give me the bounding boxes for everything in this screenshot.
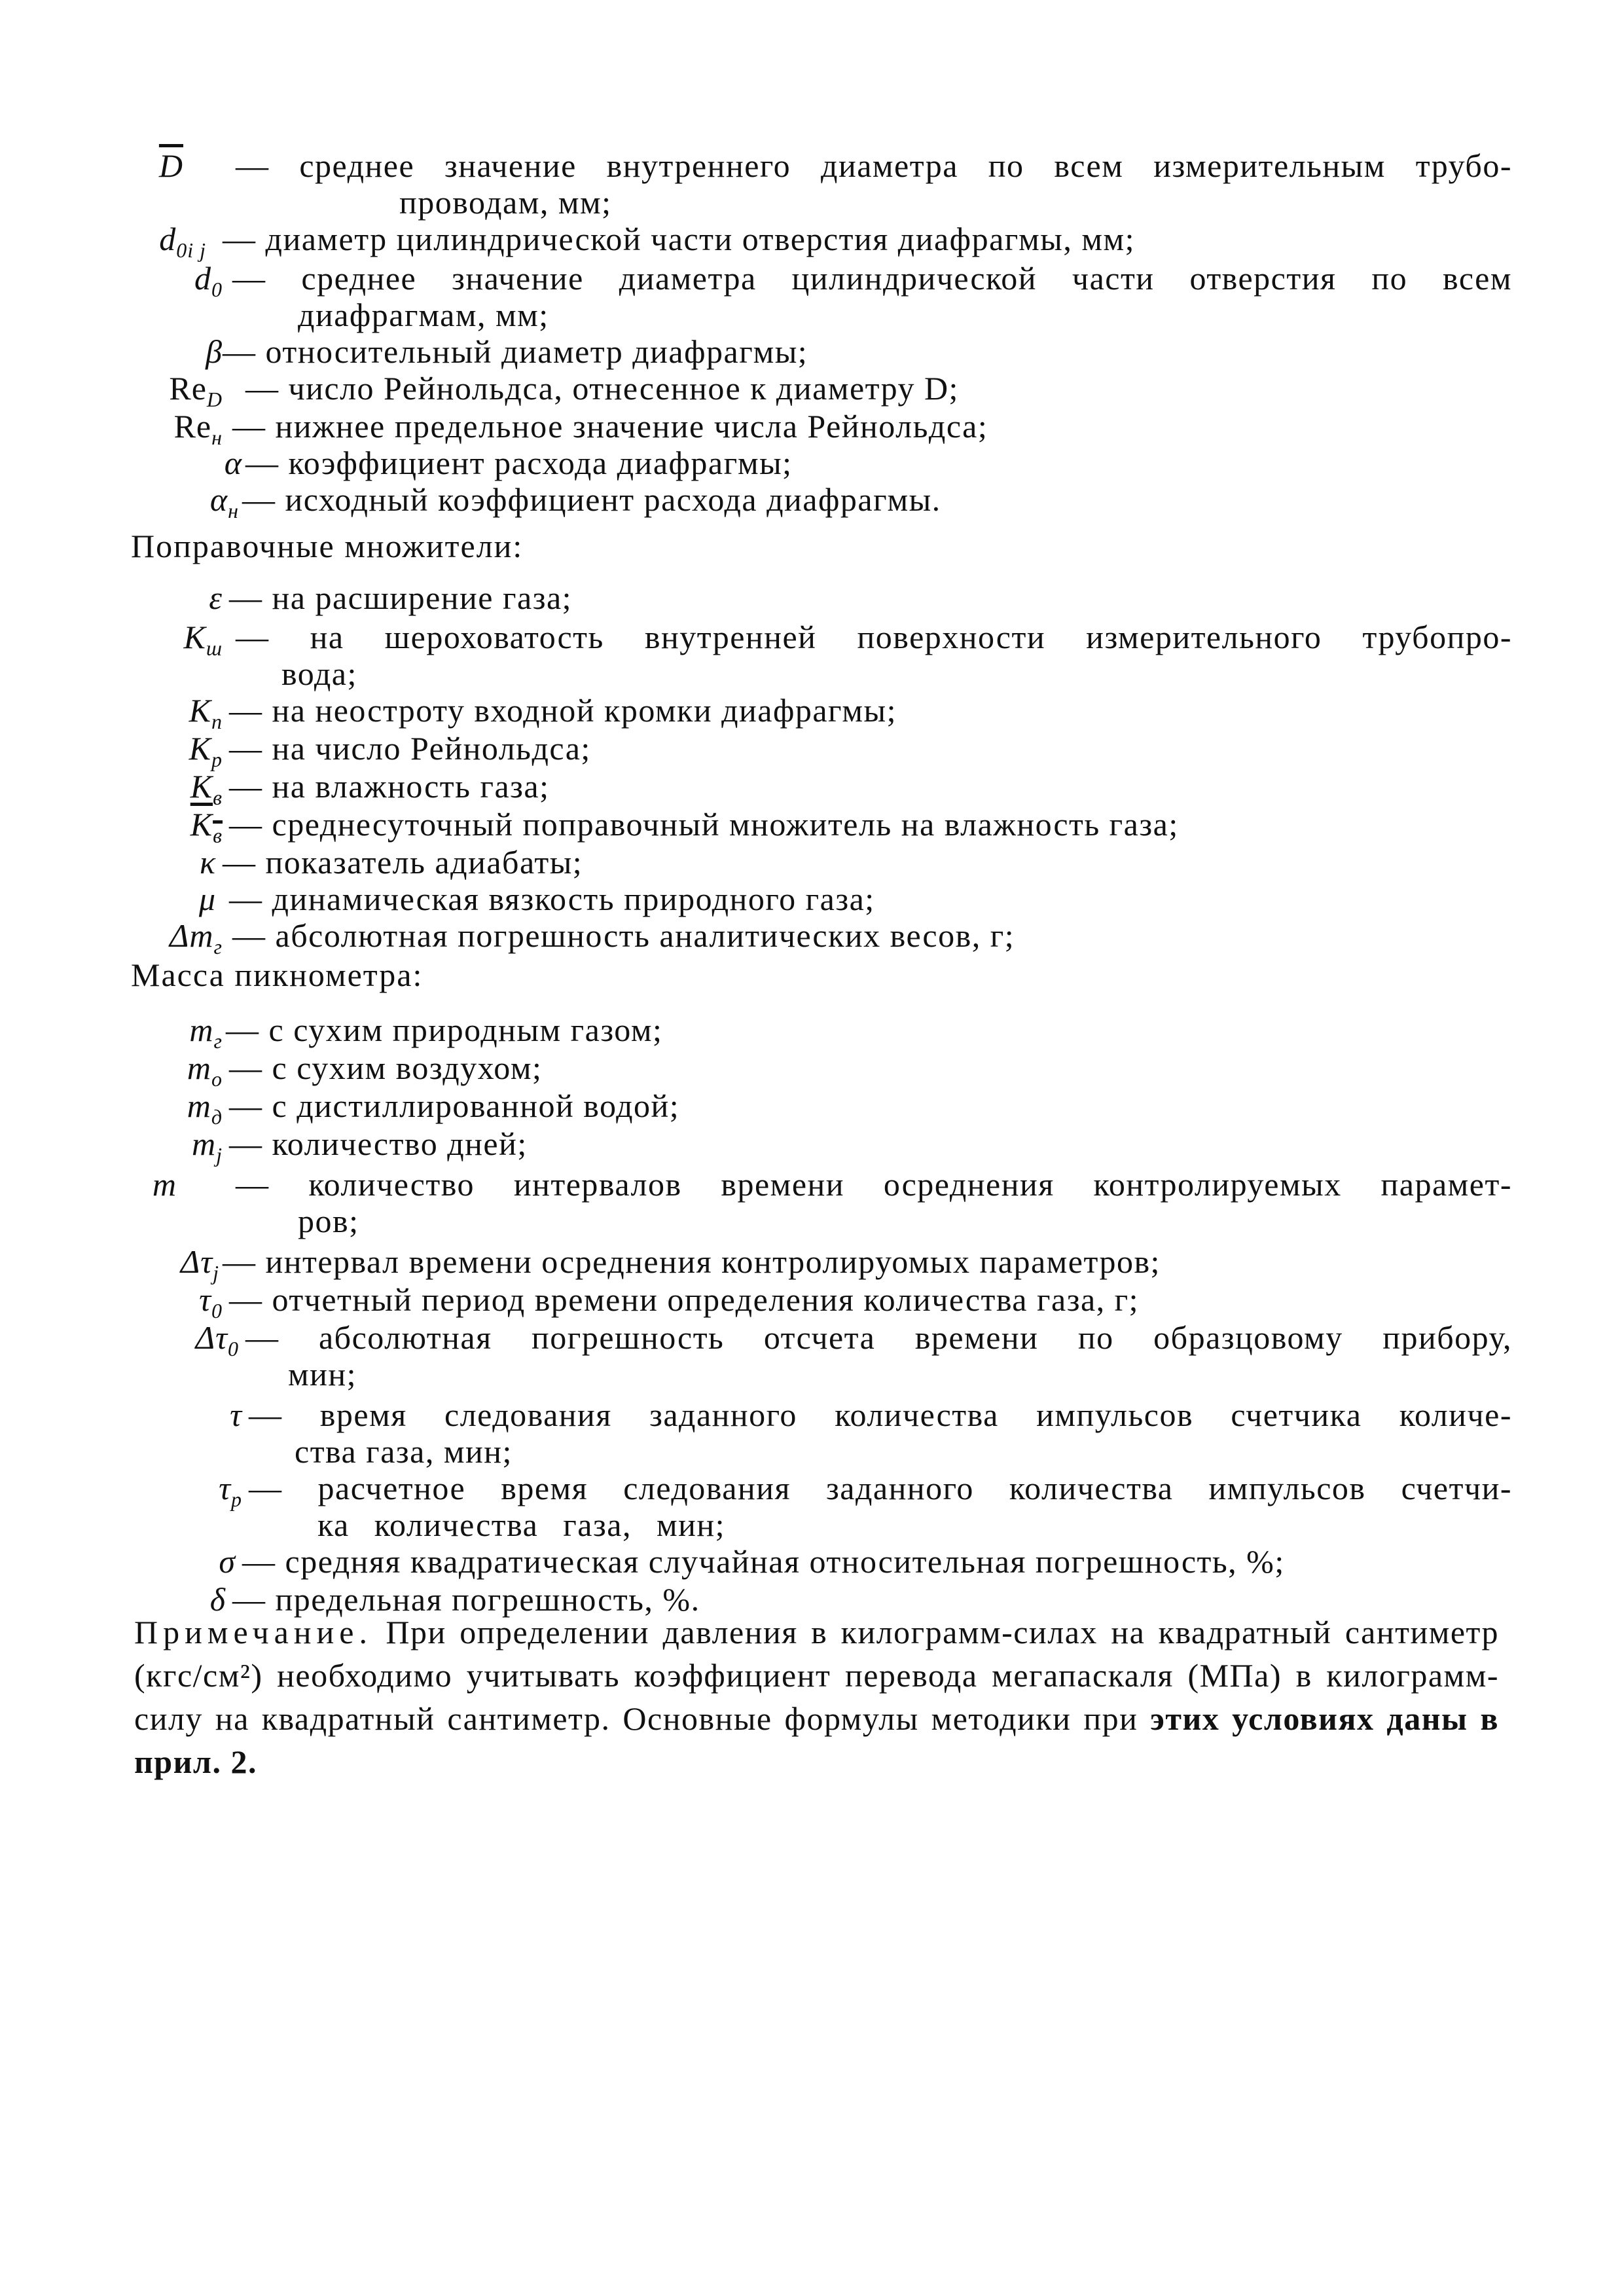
definition-continuation: диафрагмам, мм; xyxy=(298,297,549,333)
symbol: $\Delta\tau_0$ xyxy=(195,1319,239,1360)
symbol: $\alpha_н$ xyxy=(209,481,239,522)
definition: — среднее значение диаметра цилиндрической части отверстия по всем xyxy=(232,260,1512,297)
symbol: $K_в$ xyxy=(190,768,223,809)
definition: — нижнее предельное значение числа Рейнольдса; xyxy=(232,408,988,445)
notation-item xyxy=(124,1470,1512,1543)
symbol: $m_г$ xyxy=(189,1011,223,1053)
definition: — отчетный период времени определения количества газа, г; xyxy=(229,1281,1140,1318)
definition: — на число Рейнольдса; xyxy=(229,730,591,767)
symbol: $K_в$ xyxy=(190,806,223,847)
notation-item xyxy=(124,692,1512,733)
symbol: σ xyxy=(219,1543,236,1580)
definition: — на неостроту входной кромки диафрагмы; xyxy=(229,692,897,729)
notation-item xyxy=(124,147,1512,221)
note-text-end: этих условиях даны в прил. 2. xyxy=(134,1700,1499,1780)
definition: — среднее значение внутреннего диаметра по всем измерительным трубо- xyxy=(236,147,1512,184)
notation-item xyxy=(124,445,1512,481)
notation-item xyxy=(124,730,1512,771)
definition-continuation: мин; xyxy=(288,1356,357,1393)
notation-item xyxy=(124,619,1512,692)
notation-item xyxy=(124,1319,1512,1396)
notation-item xyxy=(124,1049,1512,1091)
definition: — коэффициент расхода диафрагмы; xyxy=(245,445,793,481)
notation-item xyxy=(124,844,1512,881)
definition: — на расширение газа; xyxy=(229,579,573,616)
symbol: $K_р$ xyxy=(189,730,223,771)
notation-item xyxy=(124,1087,1512,1129)
notation-item xyxy=(124,221,1512,260)
notation-item xyxy=(124,1396,1512,1470)
notation-list-correction-factors xyxy=(124,579,1512,958)
definition: — интервал времени осреднения контролируомых параметров; xyxy=(223,1243,1161,1280)
definition: — средняя квадратическая случайная относительная погрешность, %; xyxy=(242,1543,1285,1580)
notation-list-pycnometer xyxy=(124,1011,1512,1619)
symbol: ε xyxy=(209,579,223,616)
definition: — число Рейнольдса, отнесенное к диаметру D; xyxy=(245,370,959,407)
definition: — абсолютная погрешность аналитических весов, г; xyxy=(232,917,1015,954)
definition-continuation: ров; xyxy=(298,1203,359,1239)
notation-item xyxy=(124,1166,1512,1243)
symbol: $m_о$ xyxy=(187,1049,223,1091)
notation-item xyxy=(124,408,1512,449)
notation-item xyxy=(124,768,1512,809)
notation-item xyxy=(124,579,1512,619)
definition: — время следования заданного количества импульсов счетчика количе- xyxy=(249,1396,1512,1433)
notation-item xyxy=(124,1011,1512,1053)
definition-continuation: ка количества газа, мин; xyxy=(317,1506,725,1543)
symbol: $m_д$ xyxy=(187,1087,223,1129)
definition: — с сухим воздухом; xyxy=(229,1049,543,1086)
notation-item xyxy=(124,333,1512,370)
definition: — относительный диаметр диафрагмы; xyxy=(223,333,808,370)
symbol: τ xyxy=(230,1396,242,1433)
definition-continuation: ства газа, мин; xyxy=(295,1433,513,1470)
notation-item xyxy=(124,1125,1512,1166)
symbol: $\Delta\tau_j$ xyxy=(180,1243,219,1285)
symbol: $\Delta m_г$ xyxy=(170,917,223,958)
notation-item xyxy=(124,1543,1512,1581)
note-label: Примечание. xyxy=(134,1614,373,1650)
definition: — с сухим природным газом; xyxy=(226,1011,663,1048)
notation-item xyxy=(124,1281,1512,1322)
definition-continuation: вода; xyxy=(281,655,357,692)
symbol: $m_j$ xyxy=(192,1125,223,1167)
symbol: $Re_D$ xyxy=(169,370,223,411)
symbol: m xyxy=(152,1166,177,1203)
notation-item xyxy=(124,260,1512,333)
section-heading: Масса пикнометра: xyxy=(131,957,424,993)
symbol: κ xyxy=(200,844,216,881)
symbol: μ xyxy=(198,881,216,917)
notation-item xyxy=(124,370,1512,411)
symbol: $\overline{D}$ xyxy=(158,147,183,184)
definition: — расчетное время следования заданного количества импульсов счетчи- xyxy=(249,1470,1512,1506)
symbol: β xyxy=(206,333,223,370)
definition: — диаметр цилиндрической части отверстия диафрагмы, мм; xyxy=(223,221,1136,257)
definition: — с дистиллированной водой; xyxy=(229,1087,680,1124)
symbol: $K_ш$ xyxy=(183,619,223,660)
notation-list-main xyxy=(124,147,1512,522)
definition: — количество дней; xyxy=(229,1125,528,1162)
definition: — абсолютная погрешность отсчета времени по образцовому прибору, xyxy=(245,1319,1512,1356)
notation-item xyxy=(124,481,1512,522)
symbol: $d_0$ xyxy=(194,260,223,301)
note-paragraph xyxy=(134,1611,1499,1783)
symbol: $K_п$ xyxy=(189,692,223,733)
definition: — количество интервалов времени осреднения контролируемых парамет- xyxy=(236,1166,1512,1203)
notation-item xyxy=(124,1243,1512,1285)
definition: — показатель адиабаты; xyxy=(223,844,583,881)
note-text: При определении давления в килограмм-силах на квадратный сантиметр (кгс/см²) необходимо учитывать коэффициент перевода мегапаскаля (МПа) в килограмм-силу на квадратный сантиметр. Основные формулы методики при xyxy=(134,1614,1499,1737)
symbol: $\tau_р$ xyxy=(219,1470,242,1511)
symbol: δ xyxy=(209,1581,226,1618)
symbol: $\tau_0$ xyxy=(199,1281,223,1322)
definition: — среднесуточный поправочный множитель на влажность газа; xyxy=(229,806,1179,843)
symbol: $d_{0i j}$ xyxy=(159,221,206,262)
definition: — динамическая вязкость природного газа; xyxy=(229,881,875,917)
section-heading: Поправочные множители: xyxy=(131,528,524,564)
notation-item xyxy=(124,917,1512,958)
definition: — на шероховатость внутренней поверхности измерительного трубопро- xyxy=(236,619,1512,655)
symbol: $Re_н$ xyxy=(173,408,223,449)
notation-item xyxy=(124,806,1512,847)
notation-item xyxy=(124,881,1512,917)
definition: — исходный коэффициент расхода диафрагмы. xyxy=(242,481,941,518)
definition: — на влажность газа; xyxy=(229,768,550,805)
symbol: α xyxy=(224,445,242,481)
definition-continuation: проводам, мм; xyxy=(399,184,612,221)
definition: — предельная погрешность, %. xyxy=(232,1581,700,1618)
